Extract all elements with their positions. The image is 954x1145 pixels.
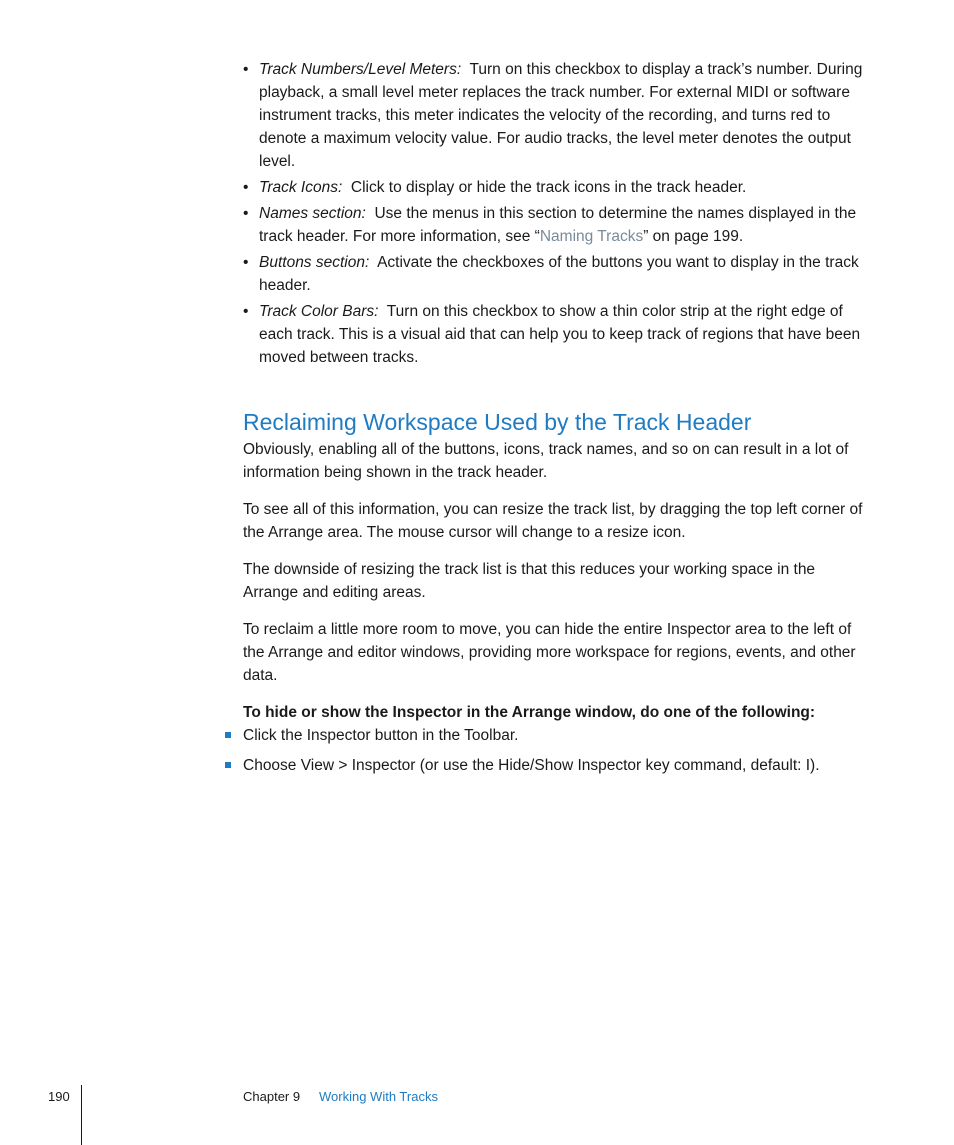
- bullet-dot-icon: •: [243, 205, 249, 222]
- option-description-end: ” on page 199.: [643, 228, 744, 245]
- option-term: Track Color Bars:: [259, 303, 379, 320]
- option-term: Track Numbers/Level Meters:: [259, 61, 462, 78]
- option-description: Click to display or hide the track icons in the track header.: [350, 179, 747, 196]
- paragraph: To see all of this information, you can resize the track list, by dragging the top left corner of the Arrange area. The mouse cursor will change to a resize icon.: [243, 501, 863, 541]
- square-bullet-icon: [225, 762, 231, 768]
- option-description: Turn on this checkbox to show a thin color strip at the right edge of each track. This is a visual aid that can help you to keep track of regions that have been moved between tracks.: [259, 303, 861, 366]
- option-term: Buttons section:: [259, 254, 370, 271]
- bullet-dot-icon: •: [243, 61, 249, 78]
- option-description: Use the menus in this section to determine the names displayed in the track header. For more information, see “: [259, 205, 857, 245]
- list-item: [243, 58, 873, 173]
- task-heading: To hide or show the Inspector in the Arrange window, do one of the following:: [243, 704, 816, 721]
- option-description: Activate the checkboxes of the buttons you want to display in the track header.: [259, 254, 859, 294]
- option-term: Names section:: [259, 205, 366, 222]
- paragraph: The downside of resizing the track list is that this reduces your working space in the Arrange and editing areas.: [243, 561, 816, 601]
- bullet-dot-icon: •: [243, 179, 249, 196]
- square-bullet-icon: [225, 732, 231, 738]
- paragraph: Obviously, enabling all of the buttons, icons, track names, and so on can result in a lot of information being shown in the track header.: [243, 441, 849, 481]
- list-item: [243, 202, 873, 248]
- chapter-title: Working With Tracks: [319, 1089, 438, 1104]
- step-text: Click the Inspector button in the Toolbar.: [243, 727, 519, 744]
- page-number: 190: [48, 1089, 70, 1104]
- track-header-options-list: [243, 58, 873, 372]
- option-description: Turn on this checkbox to display a track’s number. During playback, a small level meter replaces the track number. For external MIDI or software instrument tracks, this meter indicates the velocity of the recording, and turns red to denote a maximum velocity value. For audio tracks, the level meter denotes the output level.: [259, 61, 863, 170]
- section-title: Reclaiming Workspace Used by the Track Header: [243, 409, 752, 435]
- steps-list: [225, 724, 885, 784]
- bullet-dot-icon: •: [243, 254, 249, 271]
- chapter-label: Chapter 9: [243, 1089, 301, 1104]
- list-item: [243, 251, 873, 297]
- list-item: [225, 754, 885, 777]
- option-term: Track Icons:: [259, 179, 343, 196]
- list-item: [225, 724, 885, 747]
- list-item: [243, 300, 873, 369]
- list-item: [243, 176, 873, 199]
- naming-tracks-link[interactable]: Naming Tracks: [539, 228, 644, 245]
- footer-divider: [81, 1085, 82, 1145]
- step-text: Choose View > Inspector (or use the Hide/Show Inspector key command, default: I).: [243, 757, 820, 774]
- bullet-dot-icon: •: [243, 303, 249, 320]
- paragraph: To reclaim a little more room to move, you can hide the entire Inspector area to the left of the Arrange and editor windows, providing more workspace for regions, events, and other data.: [243, 621, 856, 684]
